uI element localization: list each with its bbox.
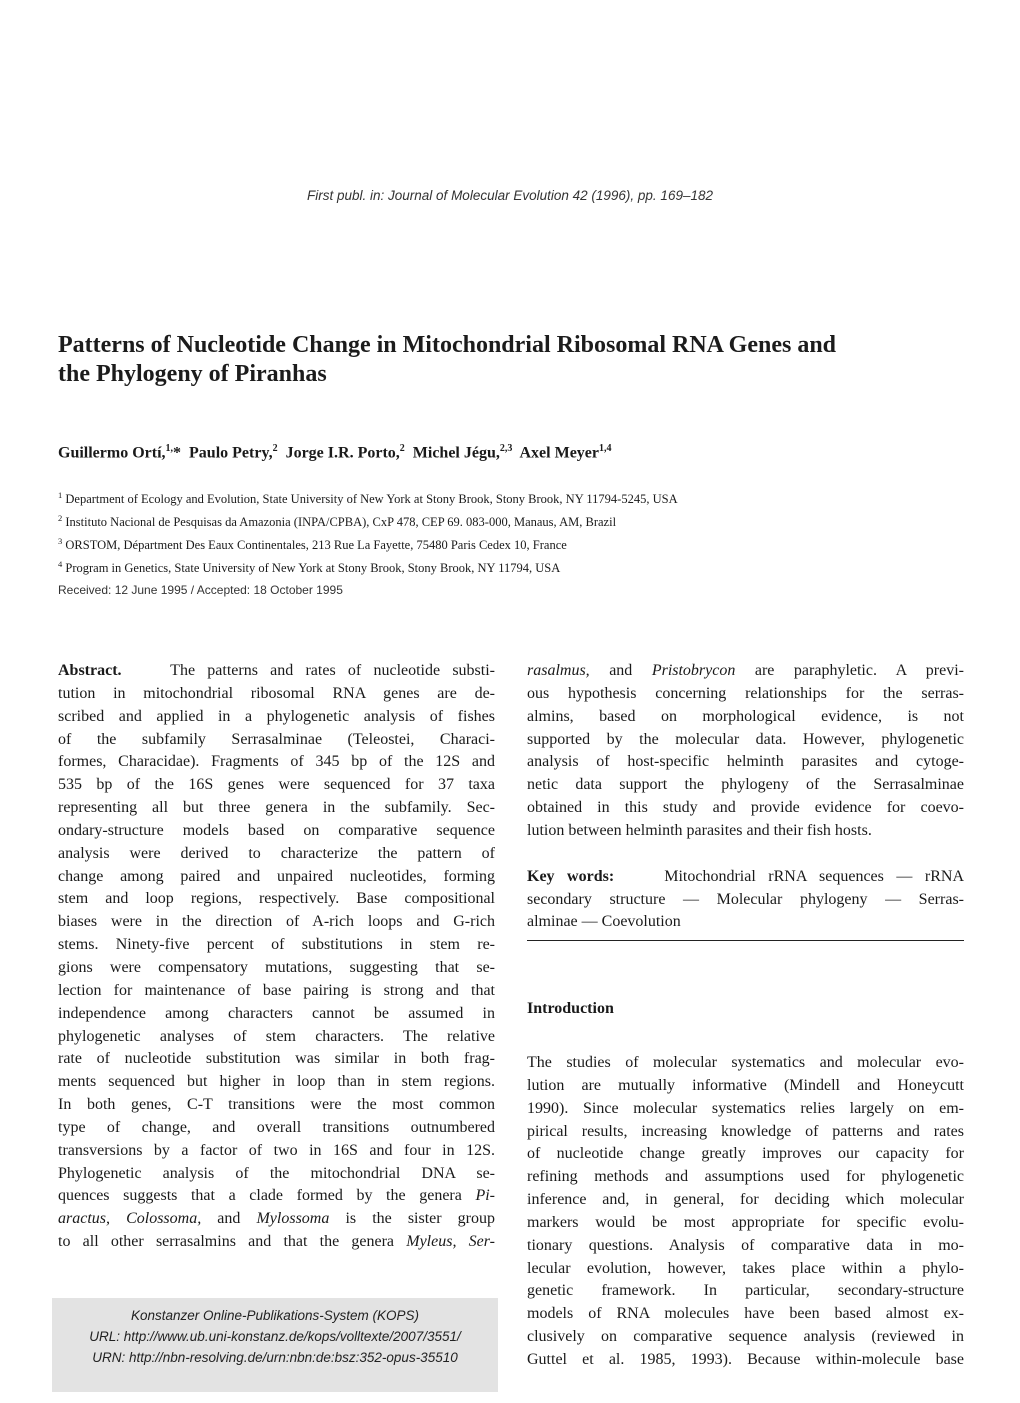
body-line: of nucleotide change greatly improves our capacity for <box>527 1145 964 1163</box>
paper-title <box>58 331 968 389</box>
affiliation-item <box>58 486 968 509</box>
title-line-1: Patterns of Nucleotide Change in Mitochondrial Ribosomal RNA Genes and <box>58 332 837 358</box>
abstract-line: Abstract. The patterns and rates of nucleotide substi- <box>58 662 495 679</box>
keywords-line: Key words: Mitochondrial rRNA sequences — rRNA <box>527 867 965 885</box>
abstract-line: stems. Ninety-five percent of substitutions in stem re- <box>58 936 495 954</box>
abstract-line: obtained in this study and provide evidence for coevo- <box>527 799 964 817</box>
kops-citation-box <box>52 1298 498 1392</box>
body-line: 1990). Since molecular systematics relies largely on em- <box>527 1099 964 1117</box>
body-line: genetic framework. In particular, secondary-structure <box>527 1282 964 1300</box>
abstract-line: supported by the molecular data. However, phylogenetic <box>527 730 964 748</box>
kops-urn[interactable]: URN: http://nbn-resolving.de/urn:nbn:de:bsz:352-opus-35510 <box>92 1350 458 1365</box>
abstract-line: 535 bp of the 16S genes were sequenced for 37 taxa <box>58 776 495 794</box>
affiliation-item <box>58 509 968 532</box>
abstract-line: scribed and applied in a phylogenetic analysis of fishes <box>58 707 495 725</box>
abstract-line: rate of nucleotide substitution was similar in both frag- <box>58 1050 495 1068</box>
abstract-line: to all other serrasalmins and that the genera Myleus, Ser- <box>58 1233 495 1251</box>
keywords-label: Key words: <box>527 867 615 885</box>
keywords-line: alminae — Coevolution <box>527 913 681 931</box>
author-name: Guillermo Ortí, <box>58 444 166 462</box>
abstract-line: ondary-structure models based on comparative sequence <box>58 821 495 839</box>
abstract-line: stem and loop regions, respectively. Base compositional <box>58 890 495 908</box>
author-list <box>58 438 968 464</box>
abstract-line: analysis of host-specific helminth parasites and cytoge- <box>527 753 964 771</box>
affiliation-number: 1 <box>58 490 63 500</box>
title-line-2: the Phylogeny of Piranhas <box>58 361 327 387</box>
affiliation-text: Department of Ecology and Evolution, State University of New York at Stony Brook, Stony Brook, NY 11794-5245, USA <box>65 492 678 507</box>
abstract-line: of the subfamily Serrasalminae (Teleostei, Characi- <box>58 730 495 748</box>
author-affiliation-mark: 2,3 <box>499 443 513 454</box>
abstract-line: ments sequenced but higher in loop than in stem regions. <box>58 1073 495 1091</box>
author-name: Axel Meyer <box>519 444 599 462</box>
affiliation-list <box>58 486 968 579</box>
affiliation-number: 3 <box>58 536 63 547</box>
abstract-line: netic data support the phylogeny of the Serrasalminae <box>527 776 964 794</box>
corresponding-mark: * <box>173 444 182 462</box>
abstract-line: independence among characters cannot be assumed in <box>58 1004 495 1022</box>
abstract-line: tution in mitochondrial ribosomal RNA genes are de- <box>58 684 495 702</box>
author-affiliation-mark: 2 <box>272 443 278 454</box>
abstract-line: type of change, and overall transitions outnumbered <box>58 1118 495 1136</box>
body-line: refining methods and assumptions used for phylogenetic <box>527 1168 964 1186</box>
author-name: Jorge I.R. Porto, <box>285 444 400 462</box>
affiliation-item <box>58 555 968 578</box>
author-affiliation-mark: 1,4 <box>599 443 612 454</box>
abstract-line: aractus, Colossoma, and Mylossoma is the sister group <box>58 1210 495 1228</box>
body-line: tionary questions. Analysis of comparative data in mo- <box>527 1236 964 1254</box>
affiliation-text: Program in Genetics, State University of New York at Stony Brook, Stony Brook, NY 11794, USA <box>65 561 561 576</box>
affiliation-number: 2 <box>58 513 63 524</box>
body-line: The studies of molecular systematics and molecular evo- <box>527 1054 964 1071</box>
author-affiliation-mark: 2 <box>399 443 405 454</box>
abstract-line: change among paired and unpaired nucleotides, forming <box>58 867 495 885</box>
abstract-column <box>58 660 495 1254</box>
author-name: Paulo Petry, <box>189 444 273 462</box>
body-line: clusively on comparative sequence analysis (reviewed in <box>527 1328 964 1346</box>
abstract-continuation <box>527 660 964 934</box>
abstract-line: quences suggests that a clade formed by the genera Pi- <box>58 1187 495 1205</box>
abstract-line: rasalmus, and Pristobrycon are paraphyletic. A previ- <box>527 662 964 679</box>
abstract-line: ous hypothesis concerning relationships for the serras- <box>527 684 964 702</box>
body-line: lution are mutually informative (Mindell and Honeycutt <box>527 1076 964 1094</box>
publication-note: First publ. in: Journal of Molecular Evolution 42 (1996), pp. 169–182 <box>307 188 713 203</box>
author-affiliation-mark: 1, <box>165 443 174 454</box>
body-line: markers would be most appropriate for specific evolu- <box>527 1213 964 1231</box>
abstract-label: Abstract. <box>58 662 122 679</box>
abstract-line: phylogenetic analyses of stem characters. The relative <box>58 1027 495 1045</box>
abstract-line: transversions by a factor of two in 16S and four in 12S. <box>58 1141 495 1159</box>
author-name: Michel Jégu, <box>412 444 500 462</box>
abstract-line: In both genes, C-T transitions were the most common <box>58 1096 495 1114</box>
body-line: inference and, in general, for deciding which molecular <box>527 1191 964 1209</box>
body-line: lecular evolution, however, takes place within a phylo- <box>527 1259 964 1277</box>
abstract-line: analysis were derived to characterize the pattern of <box>58 844 495 862</box>
kops-system-name: Konstanzer Online-Publikations-System (KOPS) <box>130 1308 420 1323</box>
affiliation-item <box>58 532 968 555</box>
abstract-line: biases were in the direction of A-rich loops and G-rich <box>58 913 495 931</box>
affiliation-text: ORSTOM, Départment Des Eaux Continentales, 213 Rue La Fayette, 75480 Paris Cedex 10, France <box>65 538 567 553</box>
abstract-line: gions were compensatory mutations, suggesting that se- <box>58 958 495 976</box>
received-date: Received: 12 June 1995 / Accepted: 18 October 1995 <box>58 583 343 597</box>
keywords <box>527 866 964 935</box>
section-heading: Introduction <box>527 1000 614 1017</box>
body-line: Guttel et al. 1985, 1993). Because within-molecule base <box>527 1350 964 1368</box>
abstract-line: lection for maintenance of base pairing is strong and that <box>58 981 495 999</box>
abstract-line: almins, based on morphological evidence, is not <box>527 707 964 725</box>
introduction-body <box>527 1052 964 1372</box>
abstract-line: Phylogenetic analysis of the mitochondrial DNA se- <box>58 1164 495 1182</box>
abstract-line: formes, Characidae). Fragments of 345 bp of the 12S and <box>58 753 495 771</box>
body-line: pirical results, increasing knowledge of patterns and rates <box>527 1122 964 1140</box>
kops-url[interactable]: URL: http://www.ub.uni-konstanz.de/kops/volltexte/2007/3551/ <box>89 1329 461 1344</box>
affiliation-number: 4 <box>58 559 63 570</box>
keywords-line: secondary structure — Molecular phylogeny — Serras- <box>527 890 964 908</box>
keywords-divider <box>527 940 964 941</box>
abstract-line: representing all but three genera in the subfamily. Sec- <box>58 799 495 817</box>
body-line: models of RNA molecules have been based almost ex- <box>527 1305 964 1323</box>
abstract-line: lution between helminth parasites and their fish hosts. <box>527 821 872 839</box>
affiliation-text: Instituto Nacional de Pesquisas da Amazonia (INPA/CPBA), CxP 478, CEP 69. 083-000, Manaus, AM, Brazil <box>65 515 617 530</box>
